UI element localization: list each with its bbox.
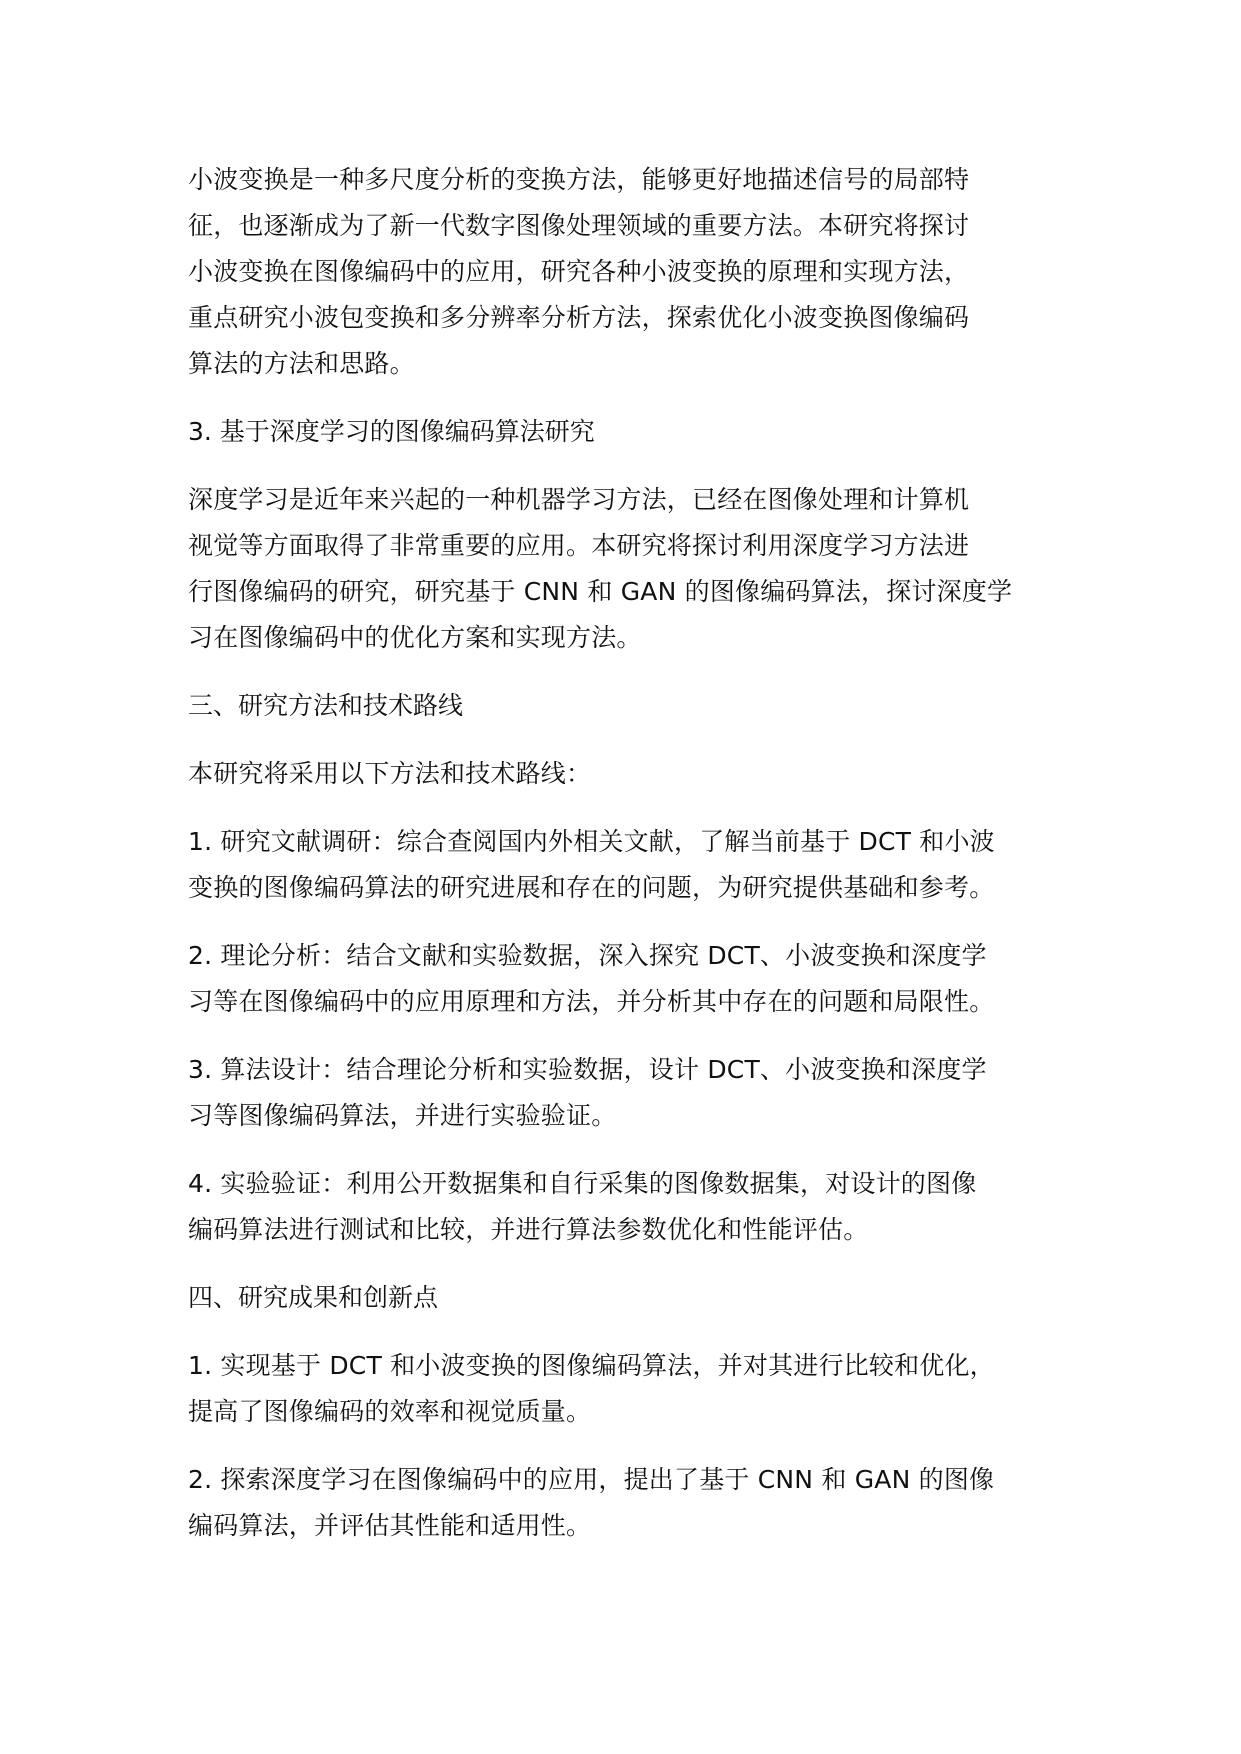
text-line: 2. 理论分析：结合文献和实验数据，深入探究 DCT、小波变换和深度学 [188,941,987,970]
text-line: 习在图像编码中的优化方案和实现方法。 [188,623,642,652]
text-line: 小波变换在图像编码中的应用，研究各种小波变换的原理和实现方法， [188,257,970,286]
text-line: 习等图像编码算法，并进行实验验证。 [188,1101,617,1130]
text-line: 1. 实现基于 DCT 和小波变换的图像编码算法，并对其进行比较和优化， [188,1351,995,1380]
text-line: 行图像编码的研究，研究基于 CNN 和 GAN 的图像编码算法，探讨深度学 [188,577,1013,606]
text-line: 算法的方法和思路。 [188,349,415,378]
text-line: 3. 算法设计：结合理论分析和实验数据，设计 DCT、小波变换和深度学 [188,1055,987,1084]
text-line: 本研究将采用以下方法和技术路线： [188,759,592,788]
paragraph-methods-intro [188,751,1088,797]
paragraph-wavelet-intro [188,157,1088,387]
list-item-theory-analysis [188,933,1088,1025]
list-item-experiment-validation [188,1161,1088,1253]
text-line: 2. 探索深度学习在图像编码中的应用，提出了基于 CNN 和 GAN 的图像 [188,1465,995,1494]
list-item-result-dct-wavelet [188,1343,1088,1435]
text-line: 习等在图像编码中的应用原理和方法，并分析其中存在的问题和局限性。 [188,987,995,1016]
section-heading-deep-learning: 3. 基于深度学习的图像编码算法研究 [188,417,595,446]
section-heading-results: 四、研究成果和创新点 [188,1283,439,1312]
section-heading-methods: 三、研究方法和技术路线 [188,691,464,720]
list-item-algorithm-design [188,1047,1088,1139]
text-line: 征，也逐渐成为了新一代数字图像处理领域的重要方法。本研究将探讨 [188,211,970,240]
list-item-literature-review [188,819,1088,911]
text-line: 变换的图像编码算法的研究进展和存在的问题，为研究提供基础和参考。 [188,873,995,902]
paragraph-deep-learning [188,477,1088,661]
text-line: 深度学习是近年来兴起的一种机器学习方法，已经在图像处理和计算机 [188,485,970,514]
text-line: 小波变换是一种多尺度分析的变换方法，能够更好地描述信号的局部特 [188,165,970,194]
text-line: 编码算法，并评估其性能和适用性。 [188,1511,592,1540]
text-line: 编码算法进行测试和比较，并进行算法参数优化和性能评估。 [188,1215,869,1244]
text-line: 1. 研究文献调研：综合查阅国内外相关文献，了解当前基于 DCT 和小波 [188,827,995,856]
text-line: 提高了图像编码的效率和视觉质量。 [188,1397,592,1426]
text-line: 视觉等方面取得了非常重要的应用。本研究将探讨利用深度学习方法进 [188,531,970,560]
text-line: 4. 实验验证：利用公开数据集和自行采集的图像数据集，对设计的图像 [188,1169,977,1198]
text-line: 重点研究小波包变换和多分辨率分析方法，探索优化小波变换图像编码 [188,303,970,332]
list-item-result-deep-learning [188,1457,1088,1549]
document-body [188,157,1088,1571]
